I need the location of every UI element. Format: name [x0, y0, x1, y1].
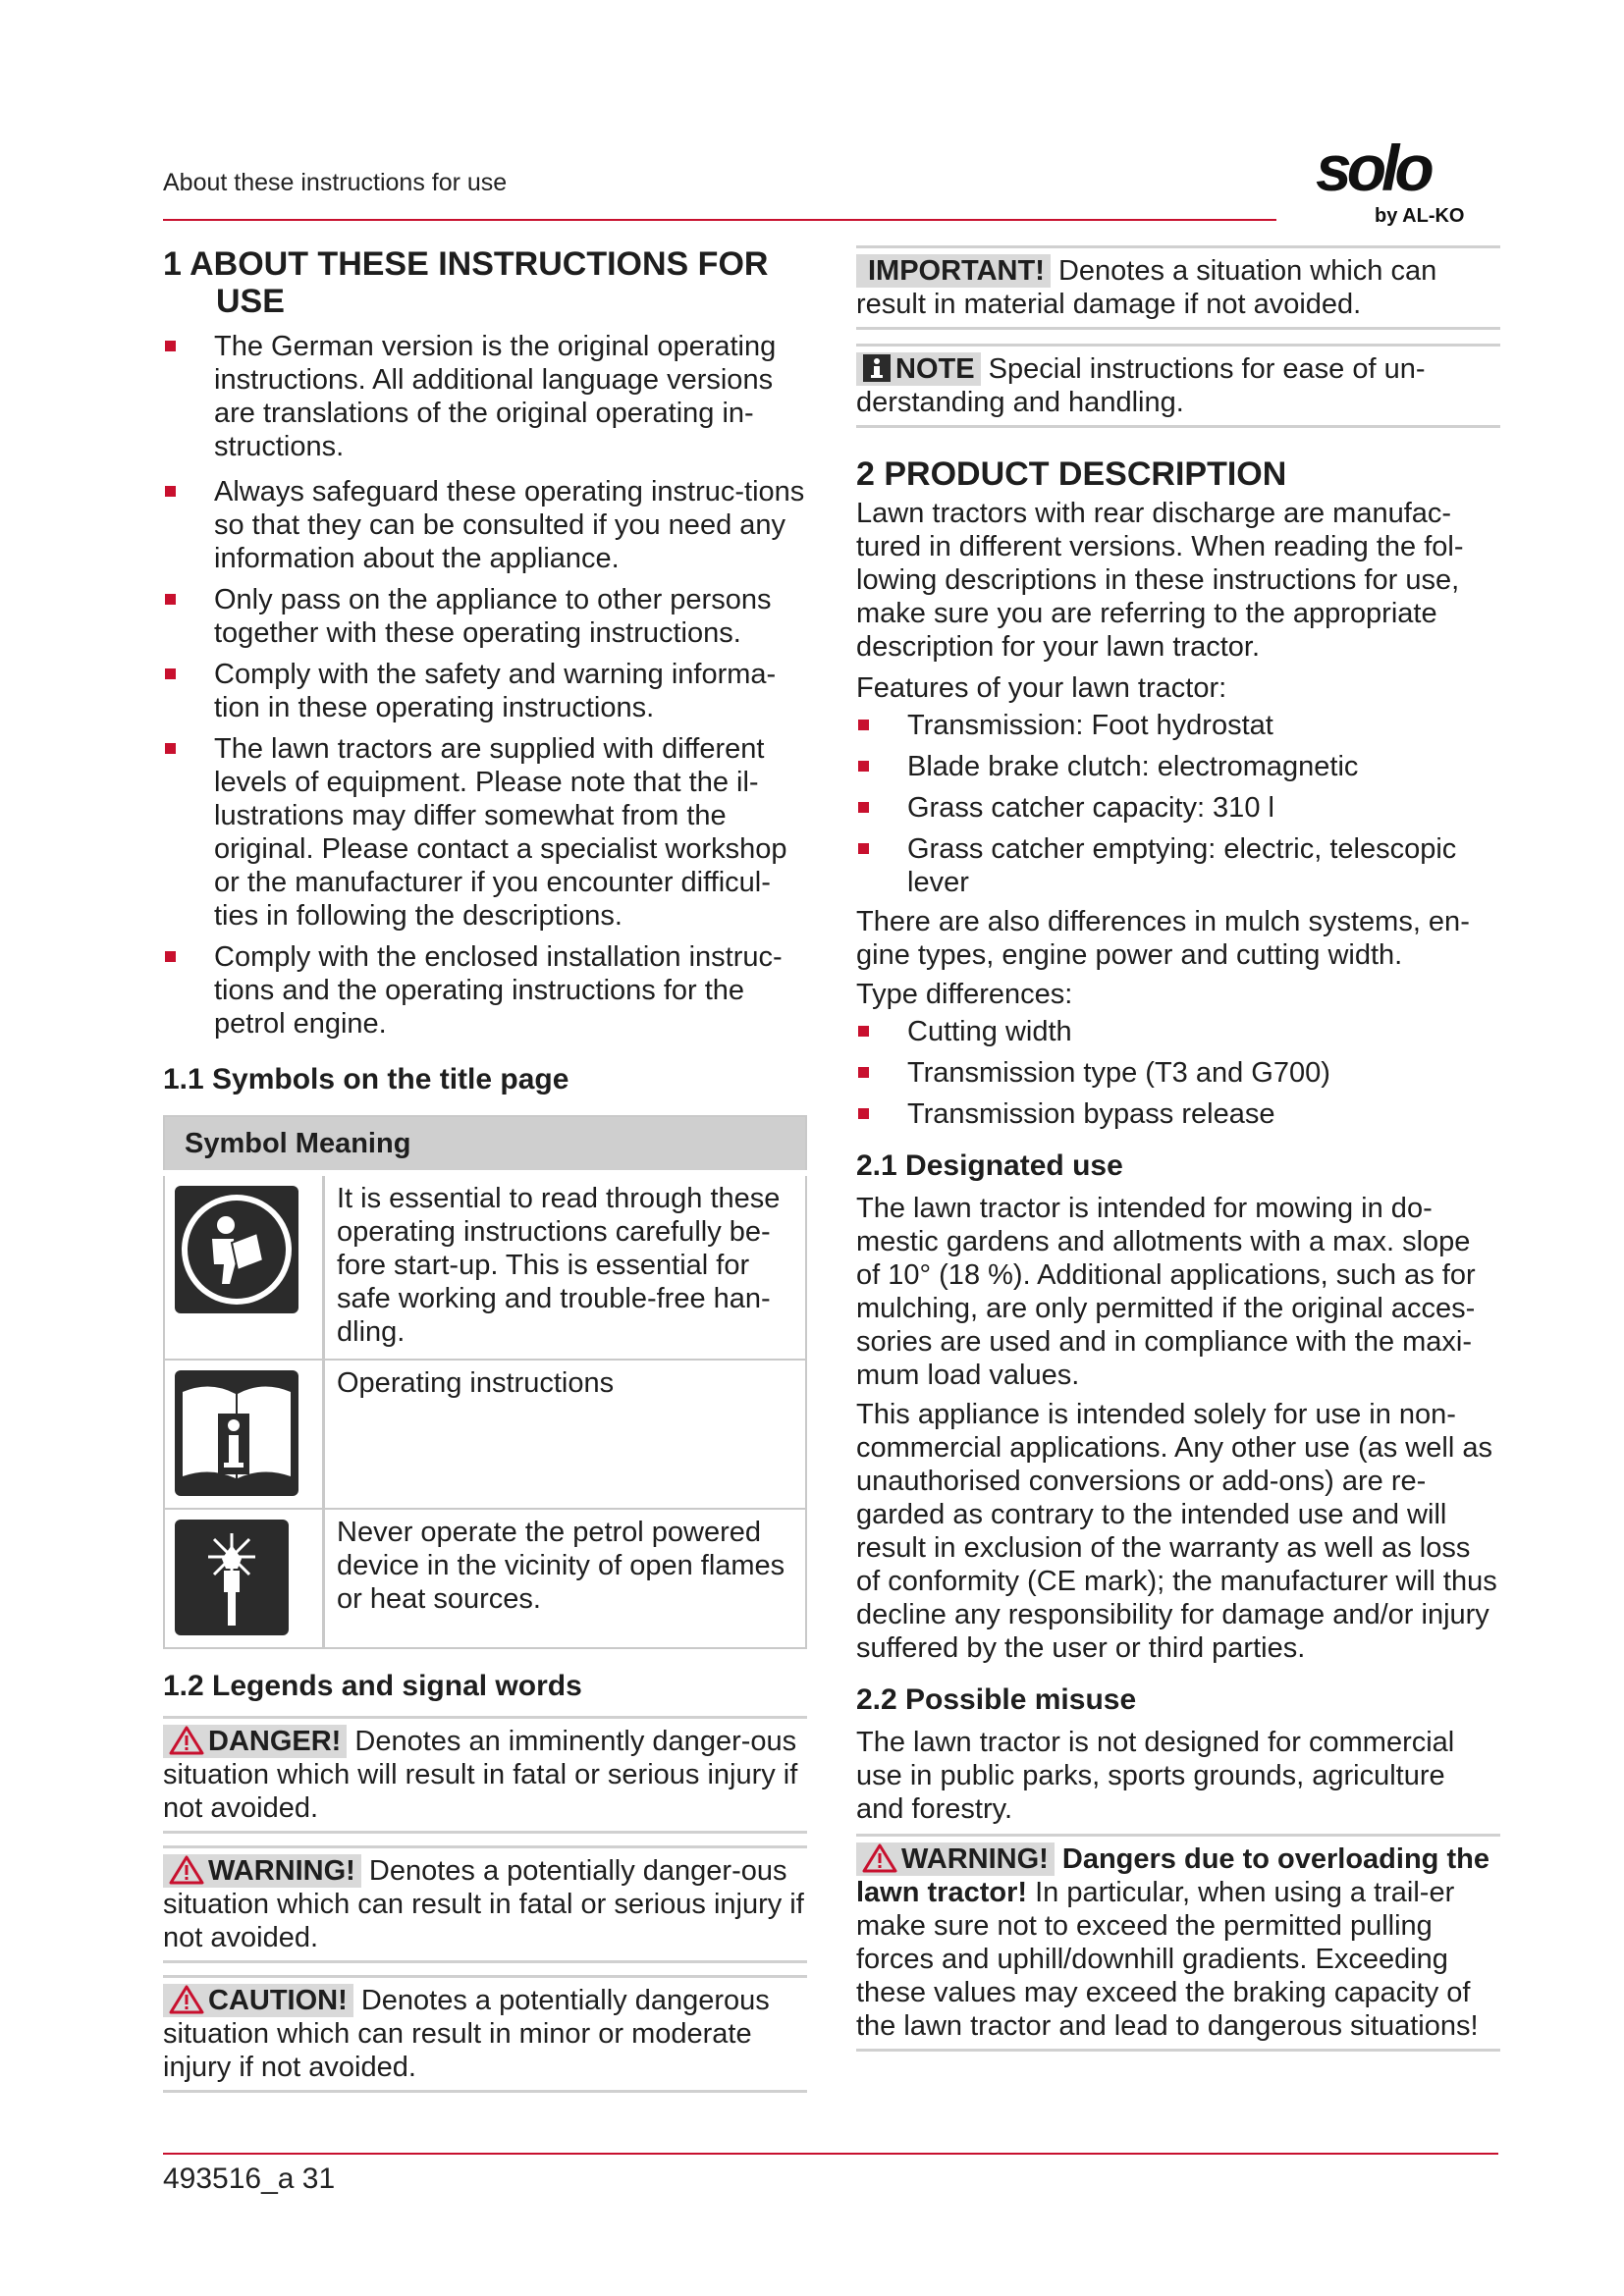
bullet-square-icon [165, 668, 176, 679]
bullet-square-icon [858, 720, 869, 730]
solo-logo [1314, 139, 1471, 230]
section-1-1-heading: 1.1 Symbols on the title page [163, 1063, 569, 1095]
bullet-square-icon [858, 843, 869, 854]
possible-misuse-paragraph: The lawn tractor is not designed for commercial use in public parks, sports grounds, agriculture and forestry. [856, 1727, 1455, 1825]
read-manual-icon [175, 1186, 298, 1313]
page-header-title: About these instructions for use [163, 169, 508, 196]
list-item: The German version is the original operating instructions. All additional language versions are translations of the original operating in-structions. [163, 330, 807, 463]
meaning-cell: Never operate the petrol powered device in the vicinity of open flames or heat sources. [324, 1509, 807, 1648]
section-1-number: 1 [163, 245, 182, 283]
section-1-heading [163, 245, 807, 320]
section-2-intro: Lawn tractors with rear discharge are manufac-tured in different versions. When reading the fol-lowing descriptions in these instructions for use, make sure you are referring to the appropriate description for your lawn tractor. [856, 498, 1464, 663]
footer-divider [163, 2153, 1498, 2155]
note-notice: NOTE Special instructions for ease of un-derstanding and handling. [856, 344, 1500, 428]
symbols-table [163, 1115, 807, 1649]
table-row [164, 1360, 806, 1509]
list-item: Cutting width [856, 1015, 1500, 1048]
caution-notice: CAUTION! Denotes a potentially dangerous situation which can result in minor or moderate injury if not avoided. [163, 1975, 807, 2093]
warning-notice: WARNING! Denotes a potentially danger-ous situation which can result in fatal or serious injury if not avoided. [163, 1845, 807, 1963]
overloading-warning-bold: Dangers due to overloading the lawn tractor! [856, 1843, 1489, 1908]
symbol-cell [164, 1509, 324, 1648]
features-label: Features of your lawn tractor: [856, 672, 1227, 704]
section-1-2-heading: 1.2 Legends and signal words [163, 1670, 582, 1702]
type-differences-label: Type differences: [856, 979, 1073, 1010]
list-item: Comply with the safety and warning informa-tion in these operating instructions. [163, 658, 807, 724]
list-item: The lawn tractors are supplied with different levels of equipment. Please note that the il-lustrations may differ somewhat from the original. Please contact a specialist workshop or the manufacturer if you encounter difficul-ties in following the descriptions. [163, 732, 807, 933]
header-divider [163, 219, 1276, 221]
section-2-title: PRODUCT DESCRIPTION [884, 455, 1287, 493]
warning-triangle-icon [169, 1726, 204, 1755]
danger-signal-word: DANGER! [163, 1725, 347, 1758]
svg-text:solo: solo [1316, 139, 1430, 204]
bullet-square-icon [858, 802, 869, 813]
section-1-bullet-list [163, 330, 807, 1041]
bullet-square-icon [165, 341, 176, 351]
list-item: Always safeguard these operating instruc-tions so that they can be consulted if you need any information about the appliance. [163, 475, 807, 575]
designated-use-paragraph-2: This appliance is intended solely for use in non-commercial applications. Any other use (as well as unauthorised conversions or add-ons) are re-garded as contrary to the intended use and will result in exclusion of the warranty as well as loss of conformity (CE mark); the manufacturer will thus decline any responsibility for damage and/or injury suffered by the user or third parties. [856, 1399, 1497, 1664]
designated-use-paragraph-1: The lawn tractor is intended for mowing in do-mestic gardens and allotments with a max. slope of 10° (18 %). Additional applications, such as for mulching, are only permitted if the original acces-sories are used and in compliance with the maxi-mum load values. [856, 1193, 1476, 1391]
warning-signal-word: WARNING! [163, 1854, 361, 1888]
symbol-cell [164, 1173, 324, 1360]
right-column [856, 245, 1500, 2052]
features-list [856, 709, 1500, 899]
bullet-square-icon [165, 743, 176, 754]
bullet-square-icon [165, 486, 176, 497]
bullet-square-icon [858, 1026, 869, 1037]
differences-text: There are also differences in mulch systems, en-gine types, engine power and cutting width. [856, 906, 1470, 971]
list-item: Transmission: Foot hydrostat [856, 709, 1500, 742]
left-column [163, 245, 807, 2093]
warning-triangle-icon [862, 1843, 897, 1873]
list-item: Blade brake clutch: electromagnetic [856, 750, 1500, 783]
no-open-flame-icon [175, 1520, 289, 1635]
bullet-square-icon [858, 1067, 869, 1078]
warning-triangle-icon [169, 1855, 204, 1885]
section-2-1-heading: 2.1 Designated use [856, 1149, 1123, 1182]
section-2-2-heading: 2.2 Possible misuse [856, 1683, 1137, 1716]
table-row [164, 1173, 806, 1360]
note-signal-word: NOTE [856, 352, 981, 386]
bullet-square-icon [858, 761, 869, 772]
footer-doc-reference: 493516_a 31 [163, 2163, 336, 2195]
symbols-table-header: Symbol Meaning [164, 1116, 806, 1173]
list-item: Only pass on the appliance to other persons together with these operating instructions. [163, 583, 807, 650]
section-2-heading [856, 455, 1500, 493]
bullet-square-icon [165, 594, 176, 605]
list-item: Transmission type (T3 and G700) [856, 1056, 1500, 1090]
section-1-title: ABOUT THESE INSTRUCTIONS FOR USE [189, 245, 769, 320]
list-item: Grass catcher emptying: electric, telescopic lever [856, 832, 1500, 899]
bullet-square-icon [165, 951, 176, 962]
section-2-number: 2 [856, 455, 875, 493]
caution-signal-word: CAUTION! [163, 1984, 353, 2017]
list-item: Grass catcher capacity: 310 l [856, 791, 1500, 825]
info-book-icon [175, 1370, 298, 1496]
warning-triangle-icon [169, 1985, 204, 2014]
important-signal-word: IMPORTANT! [856, 254, 1051, 288]
important-notice: IMPORTANT! Denotes a situation which can result in material damage if not avoided. [856, 245, 1500, 330]
info-icon [862, 353, 892, 383]
meaning-cell: It is essential to read through these operating instructions carefully be-fore start-up. This is essential for safe working and trouble-free han-dling. [324, 1173, 807, 1360]
svg-text:by AL-KO: by AL-KO [1375, 205, 1465, 227]
danger-notice: DANGER! Denotes an imminently danger-ous situation which will result in fatal or serious injury if not avoided. [163, 1716, 807, 1834]
type-differences-list [856, 1015, 1500, 1131]
list-item: Transmission bypass release [856, 1097, 1500, 1131]
symbol-cell [164, 1360, 324, 1509]
meaning-cell: Operating instructions [324, 1360, 807, 1509]
warning-signal-word: WARNING! [856, 1842, 1055, 1876]
list-item: Comply with the enclosed installation instruc-tions and the operating instructions for the petrol engine. [163, 940, 807, 1041]
table-row [164, 1509, 806, 1648]
overloading-warning-notice: WARNING! Dangers due to overloading the lawn tractor! In particular, when using a trail-er make sure not to exceed the permitted pulling forces and uphill/downhill gradients. Exceeding these values may exceed the braking capacity of the lawn tractor and lead to dangerous situations! [856, 1834, 1500, 2052]
bullet-square-icon [858, 1108, 869, 1119]
